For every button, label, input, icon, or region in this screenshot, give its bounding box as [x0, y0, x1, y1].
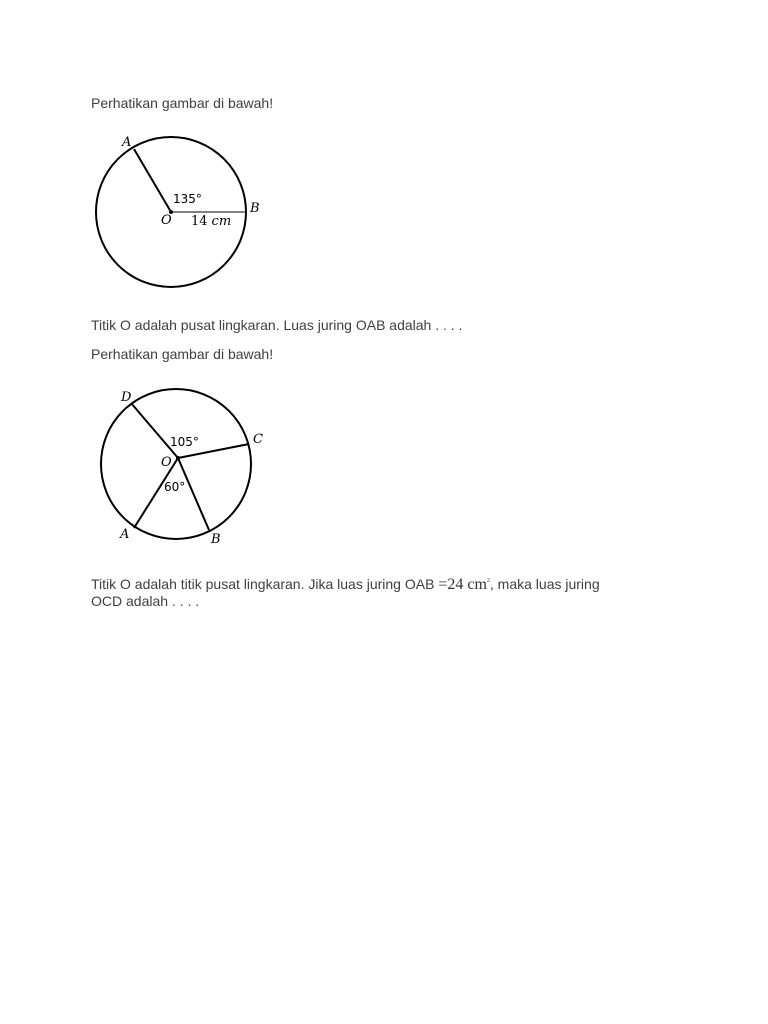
- circle-figure-2: [90, 381, 270, 551]
- math-exponent: 2: [486, 578, 490, 584]
- question-2-intro: Perhatikan gambar di bawah!: [91, 346, 274, 362]
- question-2-text-line2: OCD adalah . . . .: [91, 593, 200, 609]
- point-b-label: B: [250, 201, 260, 216]
- point-c-label: C: [253, 432, 263, 447]
- question-2-text-after: , maka luas juring: [489, 576, 600, 592]
- question-1-intro: Perhatikan gambar di bawah!: [91, 95, 274, 111]
- radius-oa: [134, 149, 171, 212]
- math-value: =24 cm: [438, 576, 487, 593]
- angle-aob-label: 60°: [164, 480, 186, 494]
- radius-value: 14: [191, 214, 208, 229]
- radius-ob: [178, 458, 209, 530]
- question-1-text: Titik O adalah pusat lingkaran. Luas juring OAB adalah . . . .: [91, 317, 463, 333]
- point-a-label: A: [122, 135, 132, 150]
- radius-od: [131, 403, 178, 458]
- point-o-label: O: [161, 455, 172, 470]
- math-expression: [438, 576, 490, 593]
- point-o-label: O: [161, 213, 172, 228]
- circle-figure-1: [90, 128, 270, 298]
- point-b-label: B: [211, 532, 221, 547]
- point-d-label: D: [121, 390, 132, 405]
- angle-aob-label: 135°: [173, 192, 202, 206]
- angle-cod-label: 105°: [170, 435, 199, 449]
- point-a-label: A: [120, 527, 130, 542]
- center-point: [176, 456, 180, 460]
- radius-unit: cm: [211, 214, 232, 229]
- circle: [101, 389, 251, 539]
- radius-length-label: [191, 214, 231, 229]
- question-2-text-before: Titik O adalah titik pusat lingkaran. Jika luas juring OAB: [91, 576, 439, 592]
